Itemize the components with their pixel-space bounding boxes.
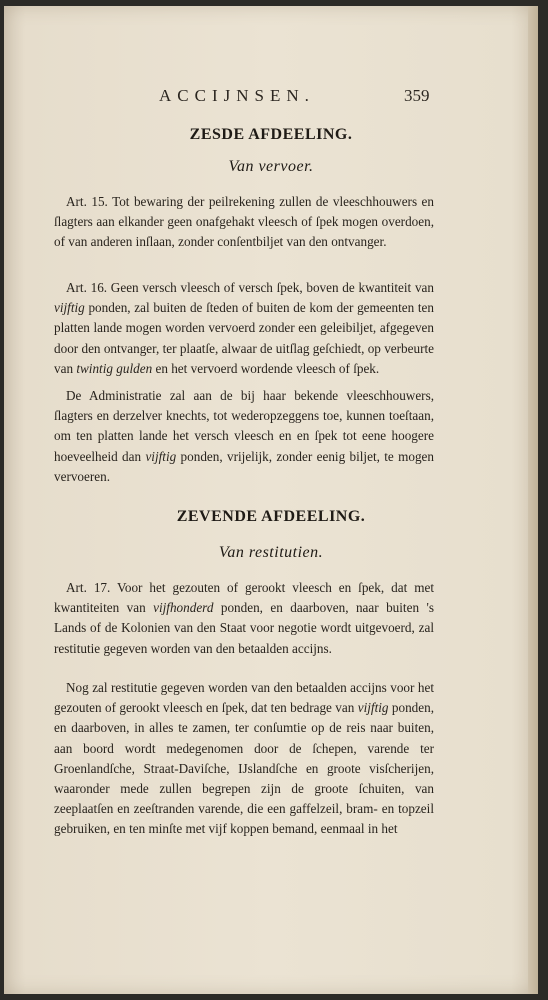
section-heading-zesde: ZESDE AFDEELING. [189,126,353,143]
text-run: ponden, en daarboven, in alles te zamen, ter conſumtie op de reis naar buiten, aan boord wordt medegenomen door de ſchepen, varende ter Groenlandſche, Straat-Daviſche, IJslandſche en groote visſcherijen, waaronder mede zullen begrepen zijn de groote ſchuiten, van zeeplaatſen en zeeſtranden varende, die een gaffelzeil, bram- en topzeil gebruiken, en ten minſte met vijf koppen bemand, eenmaal in het [54,700,435,837]
text-run: ponden, en daarboven, naar buiten 's Lands of de Kolonien van den Staat voor negotie wordt uitgevoerd, zal restitutie gegeven worden van den betaalden accijns. [54,600,434,656]
paragraph-art17 [54,578,434,659]
text-run: ponden, zal buiten de ſteden of buiten de kom der gemeenten ten platten lande mogen worden vervoerd zonder een geleibiljet, afgegeven door den ontvanger, ter plaatſe, alwaar de uitſlag geſchiedt, op verbeurte van [54,300,434,376]
running-header [4,86,538,110]
page-number: 359 [404,86,430,105]
section-subheading-vervoer: Van vervoer. [228,158,314,175]
text-run: Art. 17. Voor het gezouten of gerookt vleesch en ſpek, dat met kwantiteiten van [54,580,434,616]
italic-term: vijfhonderd [153,600,214,616]
text-run: en het vervoerd wordende vleesch of ſpek. [152,360,380,376]
text-run: Nog zal restitutie gegeven worden van den betaalden accijns voor het gezouten of gerookt vleesch en ſpek, dat ten bedrage van [54,680,434,716]
running-title: ACCIJNSEN. [159,86,315,105]
italic-term: vijftig [357,700,389,716]
text-run: ponden, vrijelijk, zonder eenig biljet, te mogen vervoeren. [54,448,434,484]
book-page [4,6,538,994]
section-heading-zevende: ZEVENDE AFDEELING. [176,508,366,525]
paragraph-nog [54,678,434,840]
italic-term: twintig gulden [76,360,153,376]
page-edge [528,6,538,994]
paragraph-administratie [54,386,434,487]
italic-term: vijftig [54,300,85,316]
italic-term: vijftig [145,448,177,464]
paragraph-art16 [54,278,434,379]
paragraph-art15: Art. 15. Tot bewaring der peilrekening zullen de vleeschhouwers en ſlagters aan elkander geen onafgehakt vleesch of ſpek mogen overdoen, of van anderen inſlaan, zonder conſentbiljet van den ontvanger. [54,194,434,250]
text-run: De Administratie zal aan de bij haar bekende vleeschhouwers, ſlagters en derzelver knechts, tot wederopzeggens toe, kunnen toeſtaan, om ten platten lande het versch vleesch en en ſpek tot eene hoogere hoeveelheid dan [54,388,434,464]
text-run: Art. 16. Geen versch vleesch of versch ſpek, boven de kwantiteit van [66,280,434,295]
section-subheading-restitutien: Van restitutien. [218,544,324,561]
